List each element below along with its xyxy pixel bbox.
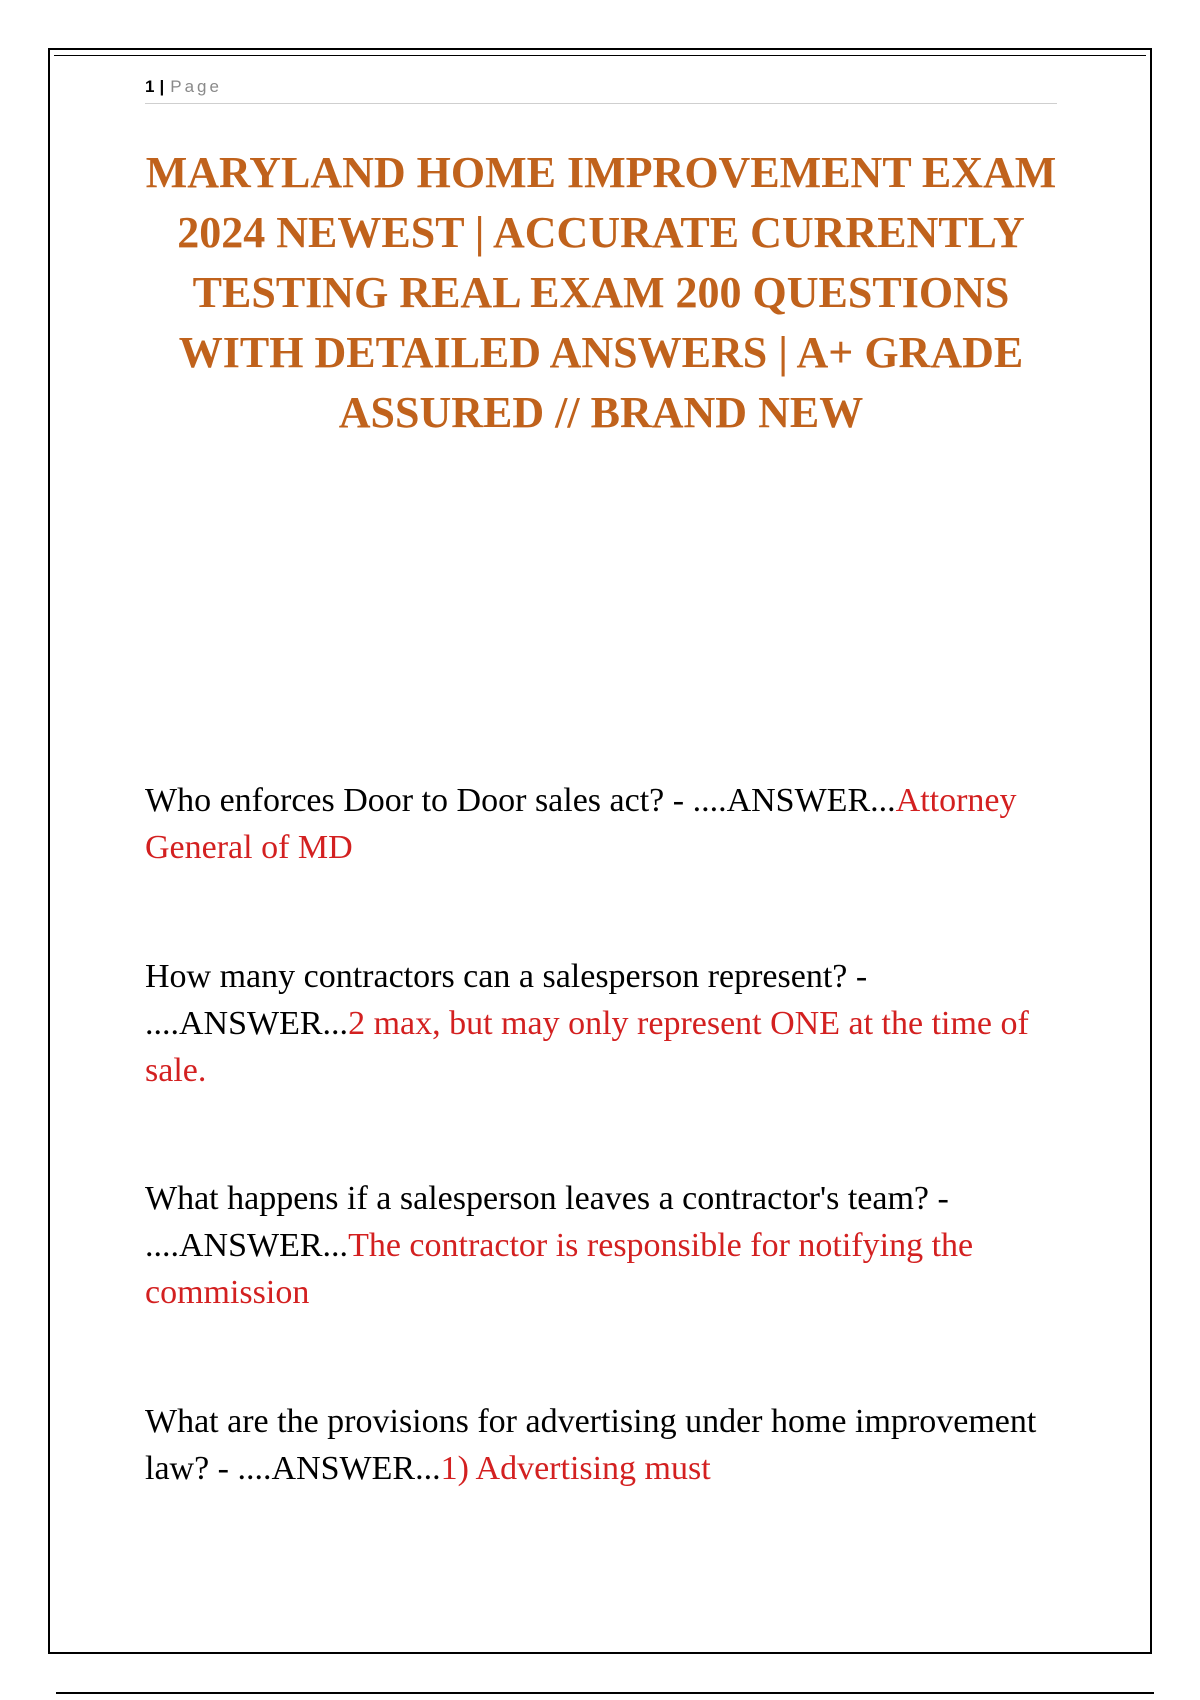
question-text: What happens if a salesperson leaves a contractor's team? -: [145, 1180, 949, 1217]
question-text: Who enforces Door to Door sales act? -: [145, 782, 693, 819]
answer-text: Attorney General of MD: [145, 782, 1017, 866]
page-header: [145, 70, 1057, 104]
page-number: 1: [145, 76, 155, 96]
qa-item-4: [145, 1398, 1057, 1492]
bottom-rule: [56, 1692, 1154, 1694]
answer-marker: ....ANSWER...: [145, 1005, 349, 1042]
answer-marker: ....ANSWER...: [237, 1450, 441, 1487]
page-label: Page: [170, 76, 222, 96]
question-text: How many contractors can a salesperson represent? -: [145, 958, 868, 995]
answer-text: 1) Advertising must: [440, 1450, 711, 1487]
page-number-separator: |: [159, 76, 165, 96]
answer-marker: ....ANSWER...: [145, 1227, 349, 1264]
question-text: What are the provisions for advertising under home improvement law? -: [145, 1403, 1037, 1487]
answer-marker: ....ANSWER...: [692, 782, 896, 819]
qa-item-3: [145, 1175, 1057, 1316]
qa-item-2: [145, 953, 1057, 1094]
answer-text: 2 max, but may only represent ONE at the time of sale.: [145, 1005, 1029, 1089]
answer-text: The contractor is responsible for notifying the commission: [145, 1227, 974, 1311]
qa-item-1: [145, 777, 1057, 871]
document-title: MARYLAND HOME IMPROVEMENT EXAM 2024 NEWEST | ACCURATE CURRENTLY TESTING REAL EXAM 200 QUESTIONS WITH DETAILED ANSWERS | A+ GRADE ASSURED // BRAND NEW: [145, 148, 1057, 437]
